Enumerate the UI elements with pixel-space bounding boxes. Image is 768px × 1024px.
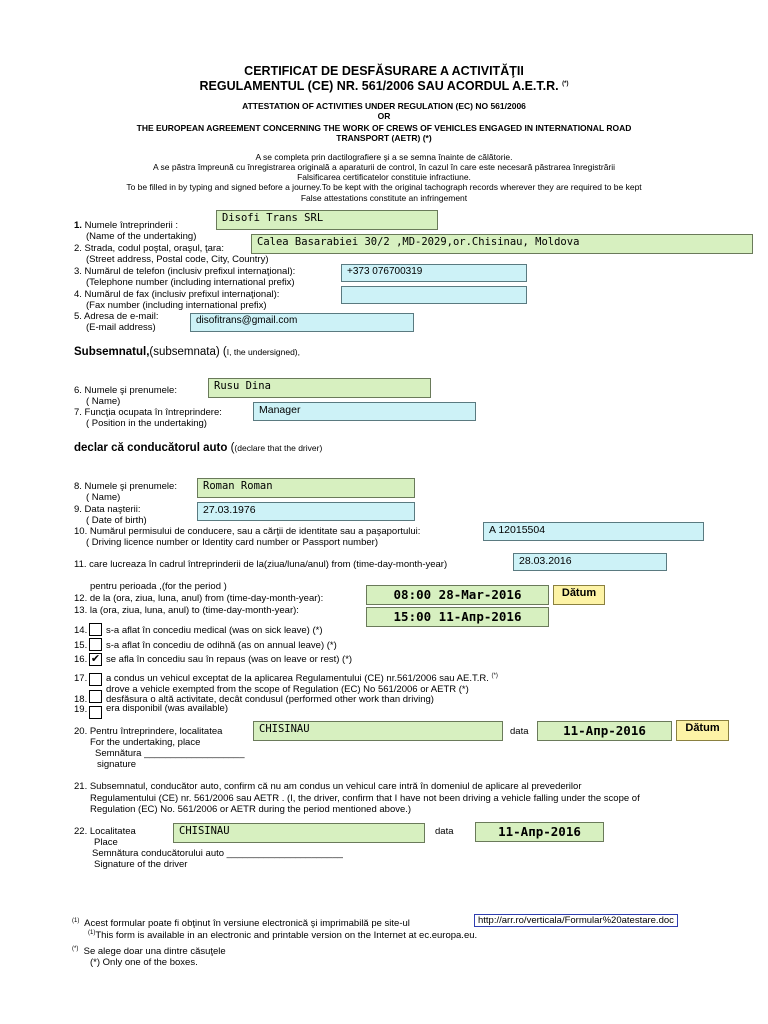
undersigned-rest: (subsemnata) ( [149, 346, 227, 358]
field-1-label [74, 220, 178, 231]
driver-date-field[interactable]: 11-Апр-2016 [475, 822, 604, 842]
field-13-label: 13. la (ora, ziua, luna, anul) to (time-day-month-year): [74, 605, 299, 616]
title-line-1: CERTIFICAT DE DESFĂSURARE A ACTIVITĂŢII [244, 64, 524, 78]
field-2-en: (Street address, Postal code, City, Country) [86, 254, 269, 265]
footnote-2 [72, 944, 226, 957]
datum-button-undertaking[interactable]: Dătum [676, 720, 729, 741]
field-20-label: 20. Pentru întreprindere, localitatea [74, 726, 223, 737]
other-work-checkbox[interactable] [89, 690, 102, 703]
field-10-label: 10. Numărul permisului de conducere, sau a cărţii de identitate sau a paşaportului: [74, 526, 421, 537]
field-3-label: 3. Numărul de telefon (inclusiv prefixul internaţional): [74, 266, 296, 277]
driver-data-label: data [435, 826, 454, 837]
undersigned-bold: Subsemnatul, [74, 346, 150, 358]
declaration-line-3: Regulation (EC) No. 561/2006 or AETR during the period mentioned above.) [90, 804, 412, 815]
undersigned-name-field[interactable]: Rusu Dina [208, 378, 431, 398]
field-22-place-en: Place [94, 837, 118, 848]
title-line-2 [0, 79, 768, 93]
field-2-label: 2. Strada, codul poştal, oraşul, ţara: [74, 243, 224, 254]
check-19-text: era disponibil (was available) [106, 703, 228, 714]
undertaking-data-label: data [510, 726, 529, 737]
field-1-num: 1. [74, 220, 82, 231]
undersigned-heading [74, 346, 300, 358]
check-16-num: 16. [74, 654, 88, 665]
period-to-field[interactable]: 15:00 11-Апр-2016 [366, 607, 549, 627]
fax-field[interactable] [341, 286, 527, 304]
subtitle-1: ATTESTATION OF ACTIVITIES UNDER REGULATION (EC) NO 561/2006 [242, 101, 526, 111]
check-14-num: 14. [74, 625, 88, 636]
footnote-1-en [88, 928, 477, 941]
driver-heading-bold: declar că conducătorul auto [74, 442, 228, 454]
field-6-en: ( Name) [86, 396, 121, 407]
check-19-num: 19. [74, 704, 88, 715]
undertaking-date-field[interactable]: 11-Апр-2016 [537, 721, 672, 741]
check-17-mark: (*) [491, 673, 498, 679]
telephone-field[interactable]: +373 076700319 [341, 264, 527, 282]
instruction-1: A se completa prin dactilografiere şi a se semna înainte de călătorie. [255, 152, 513, 162]
footnote-1-en-mark: (1) [88, 930, 96, 936]
company-name-field[interactable]: Disofi Trans SRL [216, 210, 438, 230]
check-17-text [106, 671, 498, 684]
licence-number-field[interactable]: A 12015504 [483, 522, 704, 541]
employment-date-field[interactable]: 28.03.2016 [513, 553, 667, 571]
leave-rest-checkbox[interactable]: ✔ [90, 653, 101, 665]
driver-name-field[interactable]: Roman Roman [197, 478, 415, 498]
field-20-en: For the undertaking, place [90, 737, 201, 748]
field-8-label: 8. Numele şi prenumele: [74, 481, 177, 492]
title-line-2-text: REGULAMENTUL (CE) NR. 561/2006 SAU ACORDUL A.E.T.R. [199, 79, 559, 93]
footnote-2-mark: (*) [72, 946, 79, 952]
check-15-num: 15. [74, 640, 88, 651]
title-mark: (*) [562, 80, 569, 87]
check-18-num: 18. [74, 694, 88, 705]
field-7-en: ( Position in the undertaking) [86, 418, 207, 429]
declaration-line-2: Regulamentului (CE) nr. 561/2006 sau AETR . (I, the driver, confirm that I have not been driving a vehicle falling under the scope of [90, 793, 640, 804]
driver-heading: declar că conducătorul auto ((declare that the driver) [74, 442, 323, 454]
datum-button-from[interactable]: Dătum [553, 585, 605, 605]
driver-heading-en: (declare that the driver) [234, 443, 323, 453]
position-field[interactable]: Manager [253, 402, 476, 421]
footnote-1-mark: (1) [72, 918, 80, 924]
period-from-field[interactable]: 08:00 28-Mar-2016 [366, 585, 549, 605]
field-4-label: 4. Numărul de fax (inclusiv prefixul internaţional): [74, 289, 280, 300]
undertaking-place-field[interactable]: CHISINAU [253, 721, 503, 741]
field-4-en: (Fax number (including international prefix) [86, 300, 267, 311]
undertaking-signature-en: signature [97, 759, 137, 770]
field-3-en: (Telephone number (including international prefix) [86, 277, 295, 288]
driver-signature-label: Semnătura conducătorului auto ______________________ [92, 848, 343, 859]
footnote-1-text: Acest formular poate fi obţinut în versiune electronică şi imprimabilă pe site-ul [84, 918, 410, 930]
sick-leave-checkbox[interactable] [89, 623, 102, 636]
field-1-en: (Name of the undertaking) [86, 231, 197, 242]
subtitle-3: TRANSPORT (AETR) (*) [336, 133, 432, 143]
subtitle-2: THE EUROPEAN AGREEMENT CONCERNING THE WORK OF CREWS OF VEHICLES ENGAGED IN INTERNATIONAL ROAD [136, 123, 632, 133]
field-9-label: 9. Data naşterii: [74, 504, 141, 515]
field-1-label-text: Numele întreprinderii : [84, 220, 179, 231]
declaration-line-1: 21. Subsemnatul, conducător auto, confirm că nu am condus un vehicul care intră în domeniul de aplicare al prevederilor [74, 781, 582, 792]
form-download-link[interactable]: http://arr.ro/verticala/Formular%20atestare.doc [474, 914, 678, 927]
check-17-num: 17. [74, 673, 88, 684]
street-address-field[interactable]: Calea Basarabiei 30/2 ,MD-2029,or.Chisinau, Moldova [251, 234, 753, 254]
footnote-1-en-text: This form is available in an electronic and printable version on the Internet at ec.europa.eu. [95, 930, 478, 942]
field-6-label: 6. Numele şi prenumele: [74, 385, 177, 396]
available-checkbox[interactable] [89, 706, 102, 719]
instruction-5: False attestations constitute an infringement [300, 193, 468, 203]
period-intro: pentru perioada ,(for the period ) [90, 581, 227, 592]
check-18-text: desfăsura o altă activitate, decât condusul (performed other work than driving) [106, 694, 434, 705]
check-16-text: se afla în concediu sau în repaus (was on leave or rest) (*) [106, 654, 353, 665]
field-12-label: 12. de la (ora, ziua, luna, anul) from (time-day-month-year): [74, 593, 324, 604]
field-10-en: ( Driving licence number or Identity card number or Passport number) [86, 537, 378, 548]
field-9-en: ( Date of birth) [86, 515, 147, 526]
check-17-text-main: a condus un vehicul exceptat de la aplicarea Regulamentului (CE) nr.561/2006 sau AE.T.R. [106, 673, 489, 685]
instruction-4: To be filled in by typing and signed before a journey.To be kept with the original tachograph records wherever they are required to be kept [126, 182, 642, 192]
footnote-2-en: (*) Only one of the boxes. [90, 957, 198, 968]
undersigned-en: I, the undersigned), [226, 347, 300, 357]
subtitle-or: OR [377, 111, 391, 121]
field-22-label: 22. Localitatea [74, 826, 136, 837]
field-11-label: 11. care lucreaza în cadrul întreprinderii de la(ziua/luna/anul) from (time-day-month-year) [74, 559, 448, 570]
field-5-label: 5. Adresa de e-mail: [74, 311, 159, 322]
check-17-en: drove a vehicle exempted from the scope of Regulation (EC) No 561/2006 or AETR (*) [106, 684, 469, 695]
email-field[interactable]: disofitrans@gmail.com [190, 313, 414, 332]
field-8-en: ( Name) [86, 492, 121, 503]
field-5-en: (E-mail address) [86, 322, 156, 333]
annual-leave-checkbox[interactable] [89, 638, 102, 651]
driver-signature-en: Signature of the driver [94, 859, 188, 870]
undertaking-signature-label: Semnătura ___________________ [95, 748, 245, 759]
instruction-2: A se păstra împreună cu înregistrarea originală a aparaturii de control, în cazul în care este necesară păstrarea înregistrării [152, 162, 616, 172]
field-7-label: 7. Funcţia ocupata în întreprindere: [74, 407, 222, 418]
birth-date-field[interactable]: 27.03.1976 [197, 502, 415, 521]
check-14-text: s-a aflat în concediu medical (was on sick leave) (*) [106, 625, 323, 636]
instruction-3: Falsificarea certificatelor constituie infractiune. [297, 172, 471, 182]
footnote-2-text: Se alege doar una dintre căsuţele [83, 946, 226, 958]
driver-place-field[interactable]: CHISINAU [173, 823, 425, 843]
check-15-text: s-a aflat în concediu de odihnă (as on annual leave) (*) [106, 640, 337, 651]
exempt-vehicle-checkbox[interactable] [89, 673, 102, 686]
